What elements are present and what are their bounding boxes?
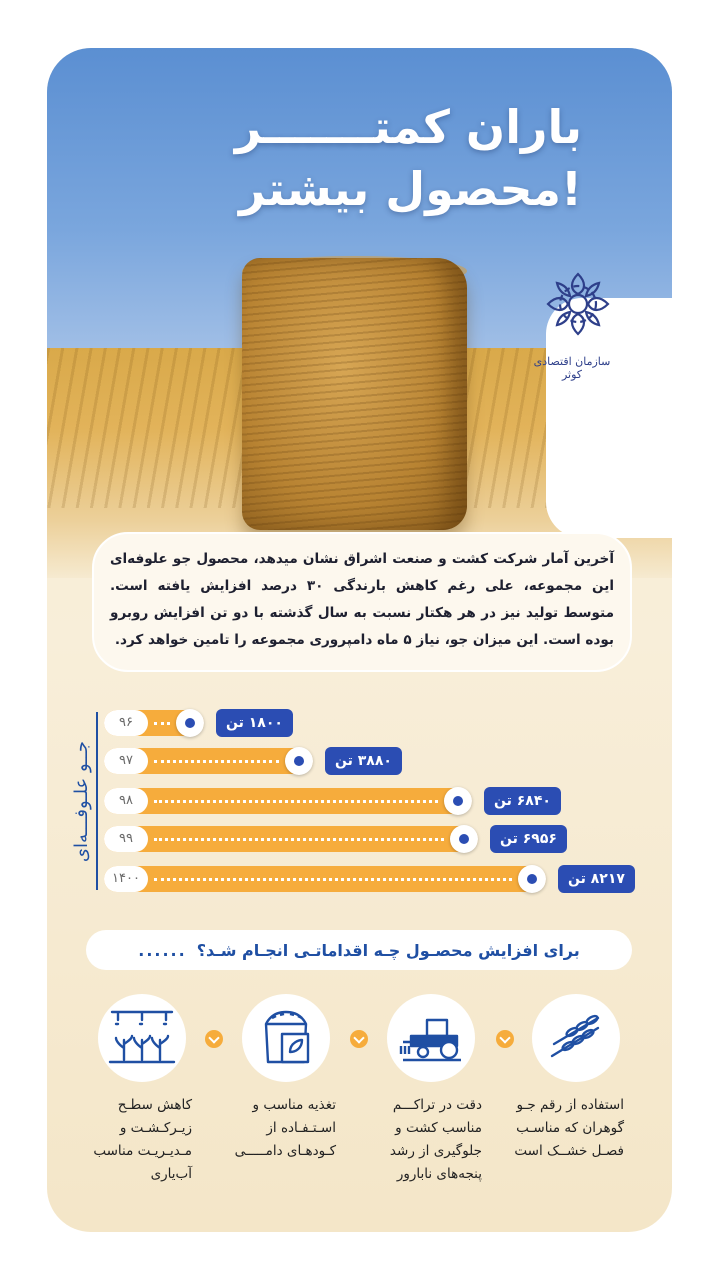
action-caption-1: استفاده از رقم جـو گوهران که مناسـب فصـل خشــک است bbox=[514, 1097, 624, 1159]
bar-end-marker bbox=[450, 825, 478, 853]
hay-bale-texture bbox=[242, 258, 467, 530]
value-label: ۸۲۱۷ تن bbox=[558, 865, 635, 893]
headline-line-1: باران کمتـــــــر bbox=[234, 100, 582, 154]
year-label: ۱۴۰۰ bbox=[104, 866, 148, 892]
tractor-icon bbox=[387, 994, 475, 1082]
chevron-down-icon bbox=[205, 1030, 223, 1048]
question-banner bbox=[86, 930, 632, 970]
bar-dots bbox=[154, 800, 438, 803]
value-label: ۶۸۴۰ تن bbox=[484, 787, 561, 815]
chevron-down-icon bbox=[496, 1030, 514, 1048]
bar-dots bbox=[154, 878, 512, 881]
headline-line-2: محصول بیشتر! bbox=[239, 162, 582, 216]
chart-axis-label: جــو علـوفـــه‌ای bbox=[70, 741, 92, 863]
bar-end-marker bbox=[176, 709, 204, 737]
action-caption-2: دقت در تراکـــم مناسب کشت و جلوگیری از رشد پنجه‌های نابارور bbox=[389, 1097, 482, 1182]
action-caption-3: تغذیه مناسب و اسـتـفـاده از کـودهـای دامـــــی bbox=[234, 1097, 336, 1159]
bar-dots bbox=[154, 838, 444, 841]
year-label: ۹۸ bbox=[104, 788, 148, 814]
question-dots: ...... bbox=[138, 940, 187, 960]
intro-paragraph: آخرین آمار شرکت کشت و صنعت اشراق نشان میدهد، محصول جو علوفه‌ای این مجموعه، علی رغم کاهش بارندگی ۳۰ درصد افزایش یافته است. متوسط تولید نیز در هر هکتار نسبت به سال گذشته با دو تن افزایش روبرو بوده است. این میزان جو، نیاز ۵ ماه دامپروری مجموعه را تامین خواهد کرد. bbox=[92, 532, 632, 672]
year-label: ۹۹ bbox=[104, 826, 148, 852]
value-label: ۶۹۵۶ تن bbox=[490, 825, 567, 853]
bar-dots bbox=[154, 722, 170, 725]
year-label: ۹۷ bbox=[104, 748, 148, 774]
question-text: برای افزایش محصـول چـه اقداماتـی انجـام شـد؟ bbox=[196, 940, 580, 960]
feed-bag-icon bbox=[242, 994, 330, 1082]
wheat-icon bbox=[532, 994, 620, 1082]
chart-axis-line bbox=[96, 712, 98, 890]
value-label: ۳۸۸۰ تن bbox=[325, 747, 402, 775]
bar-end-marker bbox=[285, 747, 313, 775]
logo-caption: سازمان اقتصادی کوثر bbox=[533, 355, 611, 381]
bar-end-marker bbox=[518, 865, 546, 893]
value-label: ۱۸۰۰ تن bbox=[216, 709, 293, 737]
bar-dots bbox=[154, 760, 279, 763]
irrigation-icon bbox=[98, 994, 186, 1082]
year-label: ۹۶ bbox=[104, 710, 148, 736]
chevron-down-icon bbox=[350, 1030, 368, 1048]
bar-end-marker bbox=[444, 787, 472, 815]
action-caption-4: کاهش سطـح زیـرکـشـت و مـدیـریـت مناسب آب‌یاری bbox=[93, 1097, 192, 1182]
